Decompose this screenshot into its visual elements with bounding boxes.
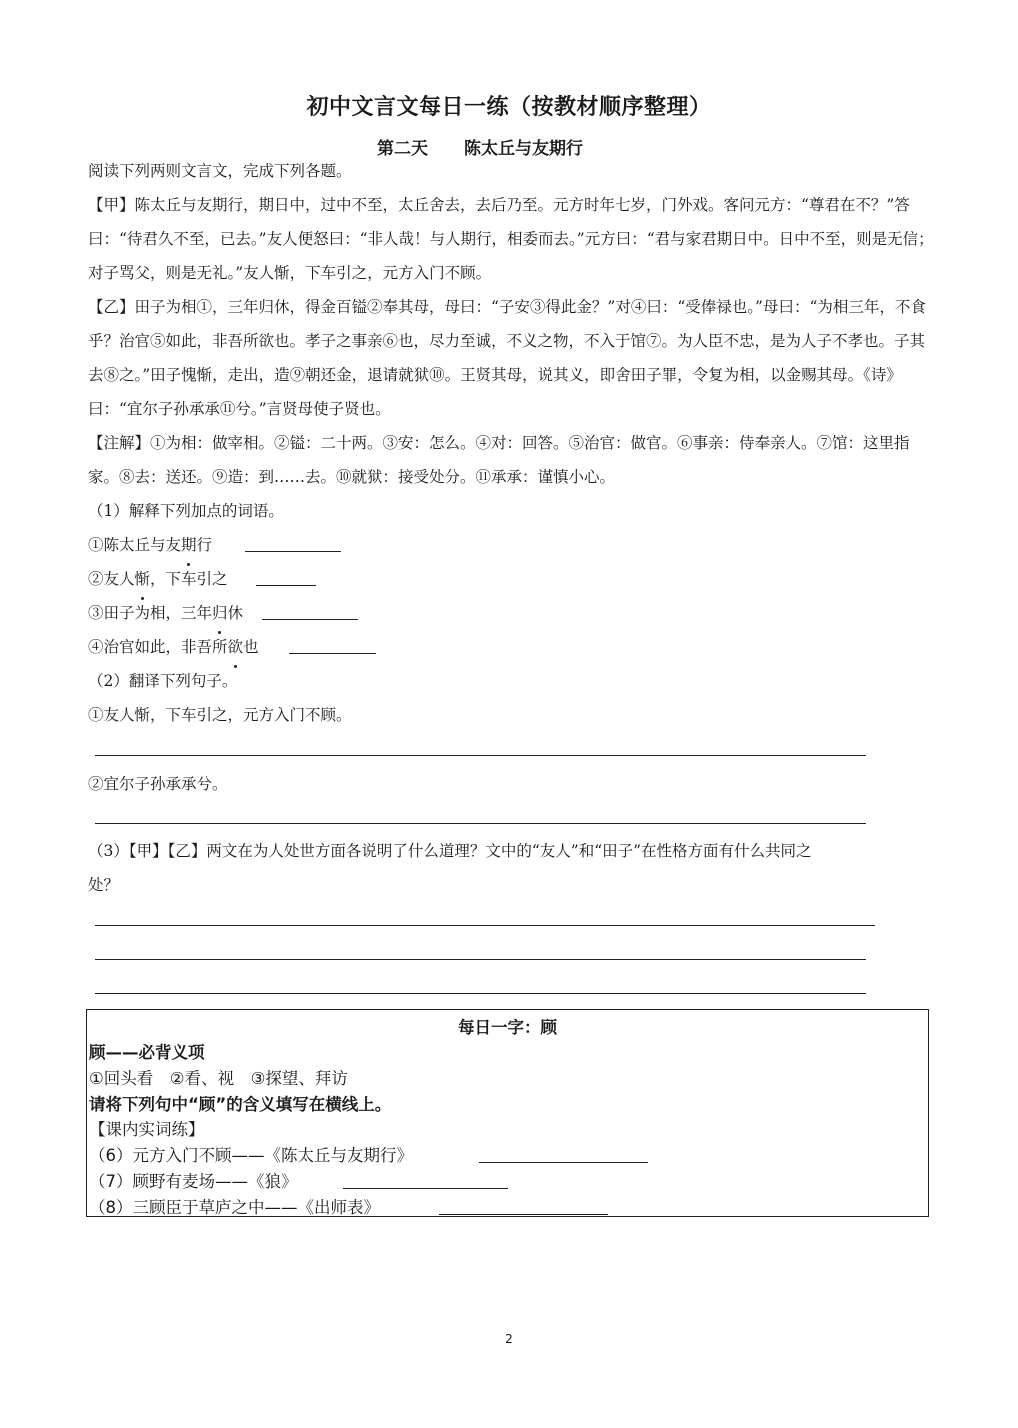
question-3-prompt-cont: 处？ <box>88 876 120 894</box>
annotations: 【注解】①为相：做宰相。②镒：二十两。③安：怎么。④对：回答。⑤治官：做官。⑥事亲：侍奉亲人。⑦馆：这里指家。⑧去：送还。⑨造：到……去。⑩就狱：接受处分。⑪承承：谨慎小心。 <box>88 434 910 486</box>
answer-line[interactable] <box>95 959 866 960</box>
dotted-word: 归 <box>212 596 228 630</box>
dotted-word: 期 <box>181 528 197 562</box>
page-title: 初中文言文每日一练（按教材顺序整理） <box>306 95 712 120</box>
question-1-item: ④治官如此，非吾所欲也 <box>88 630 259 664</box>
answer-blank[interactable] <box>262 619 358 620</box>
passage-jia: 【甲】陈太丘与友期行，期日中，过中不至，太丘舍去，去后乃至。元方时年七岁，门外戏。客问元方：“尊君在不？”答曰：“待君久不至，已去。”友人便怒曰：“非人哉！与人期行，相委而去。”元方曰：“君与家君期日中。日中不至，则是无信；对子骂父，则是无礼。”友人惭，下车引之，元方入门不顾。 <box>88 196 934 282</box>
question-2-item: ①友人惭，下车引之，元方入门不顾。 <box>88 706 352 724</box>
passage-yi: 【乙】田子为相①，三年归休，得金百镒②奉其母，母曰：“子安③得此金？”对④曰：“受俸禄也。”母曰：“为相三年，不食乎？治官⑤如此，非吾所欲也。孝子之事亲⑥也，尽力至诚，不义之物，不入于馆⑦。为人臣不忠，是为人子不孝也。子其去⑧之。”田子愧惭，走出，造⑨朝还金，退请就狱⑩。王贤其母，说其义，即舍田子罪，令复为相，以金赐其母。《诗》曰：“宜尔子孙承承⑪兮。”言贤母使子贤也。 <box>88 298 926 418</box>
answer-blank[interactable] <box>289 653 376 654</box>
question-1-item: ③田子为相，三年归休 <box>88 596 243 630</box>
meanings-heading: 顾——必背义项 <box>89 1043 205 1062</box>
box-title: 每日一字：顾 <box>458 1018 557 1037</box>
day-label: 第二天 <box>377 139 428 159</box>
page-number: 2 <box>505 1332 513 1346</box>
question-1-prompt: （1）解释下列加点的词语。 <box>88 502 284 520</box>
answer-blank[interactable] <box>343 1188 508 1189</box>
question-2-item: ②宜尔子孙承承兮。 <box>88 775 228 793</box>
instruction: 请将下列句中“顾”的含义填写在横线上。 <box>89 1095 392 1114</box>
question-1-item: ②友人惭，下车引之 <box>88 562 228 596</box>
meanings-list: ①回头看 ②看、视 ③探望、拜访 <box>89 1069 348 1088</box>
practice-item: （8）三顾臣于草庐之中——《出师表》 <box>89 1198 380 1217</box>
dotted-word: 欲 <box>228 630 244 664</box>
answer-line[interactable] <box>95 823 866 824</box>
dotted-word: 惭 <box>135 562 151 596</box>
practice-item: （7）顾野有麦场——《狼》 <box>89 1172 298 1191</box>
question-3-prompt: （3）【甲】【乙】两文在为人处世方面各说明了什么道理？文中的“友人”和“田子”在性格方面有什么共同之 <box>88 842 812 860</box>
intro-text: 阅读下列两则文言文，完成下列各题。 <box>88 162 352 180</box>
answer-line[interactable] <box>95 993 866 994</box>
answer-blank[interactable] <box>479 1162 648 1163</box>
daily-character-box <box>86 1009 929 1217</box>
question-2-prompt: （2）翻译下列句子。 <box>88 672 238 690</box>
answer-blank[interactable] <box>439 1214 608 1215</box>
practice-section-label: 【课内实词练】 <box>89 1120 205 1139</box>
lesson-title: 陈太丘与友期行 <box>464 139 583 159</box>
answer-line[interactable] <box>95 755 866 756</box>
answer-line[interactable] <box>95 925 875 926</box>
question-1-item: ①陈太丘与友期行 <box>88 528 212 562</box>
answer-blank[interactable] <box>256 585 316 586</box>
answer-blank[interactable] <box>245 551 341 552</box>
practice-item: （6）元方入门不顾——《陈太丘与友期行》 <box>89 1146 413 1165</box>
